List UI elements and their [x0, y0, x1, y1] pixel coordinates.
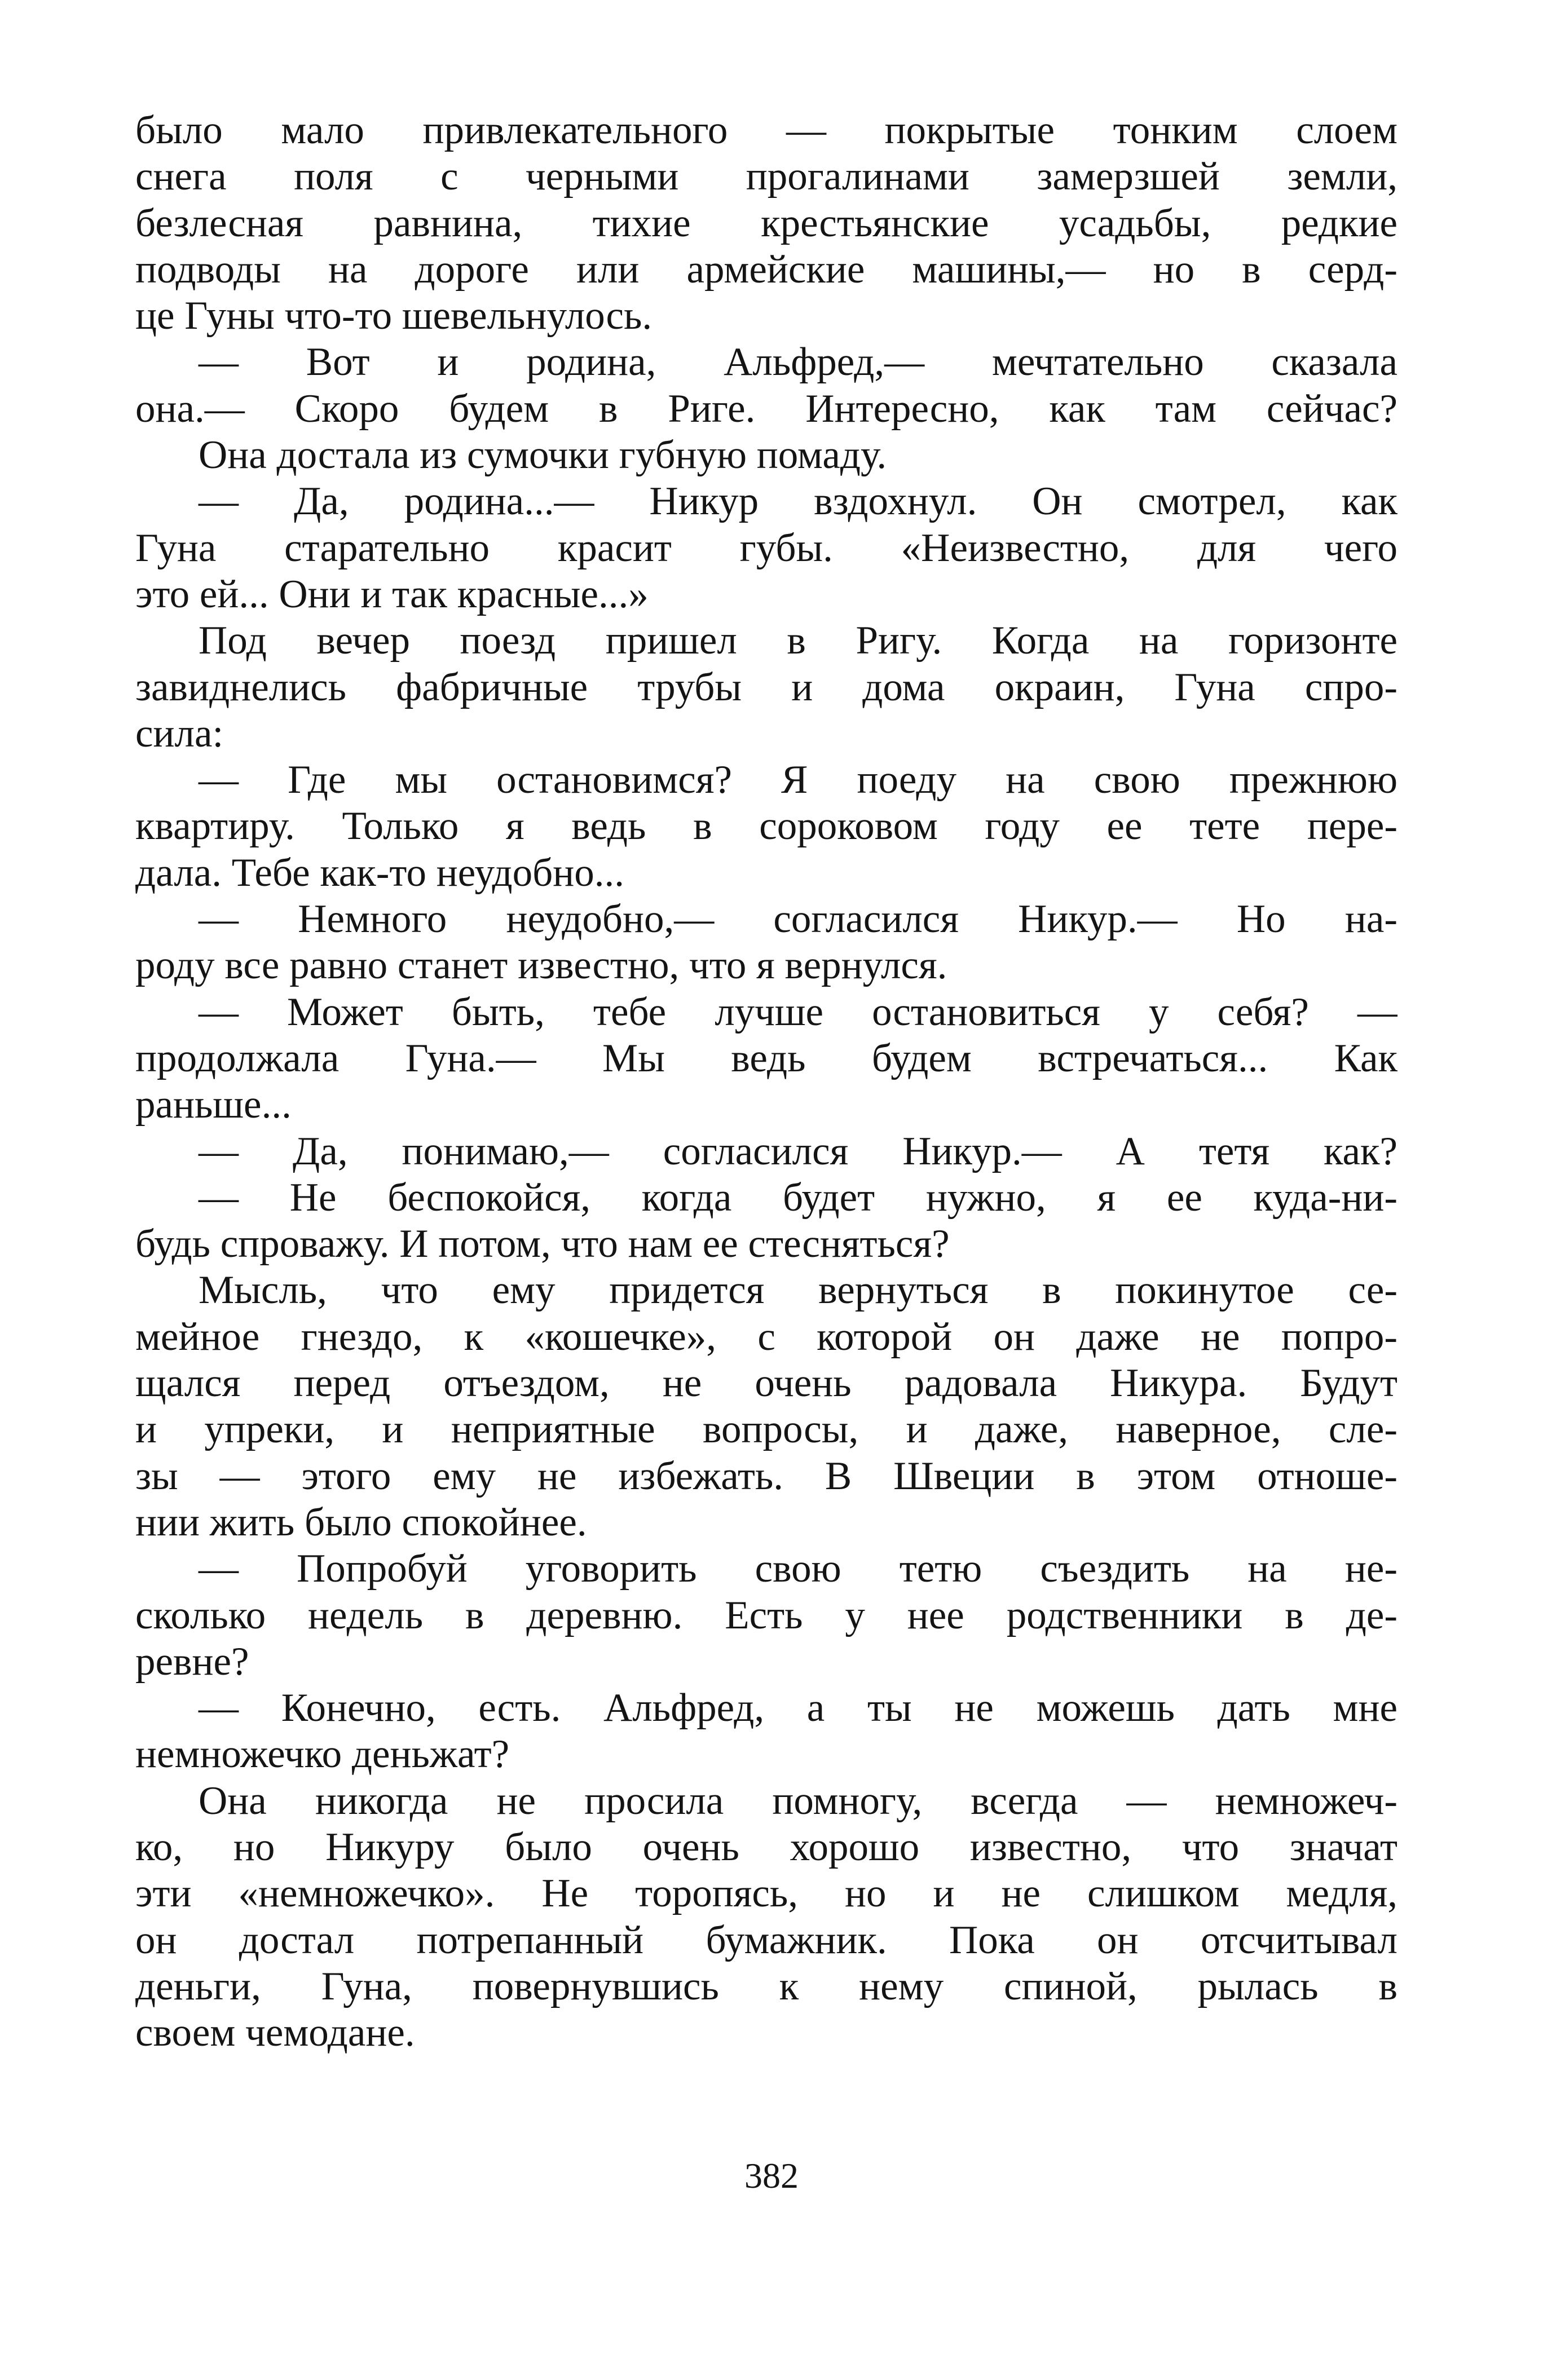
text-line: квартиру. Только я ведь в сороковом году ее тете пере-: [135, 804, 1397, 849]
text-line: эти «немножечко». Не торопясь, но и не слишком медля,: [135, 1871, 1397, 1916]
text-line: сила:: [135, 711, 224, 756]
page-number: 382: [744, 2156, 799, 2196]
text-line: это ей... Они и так красные...»: [135, 572, 649, 616]
text-line: подводы на дороге или армейские машины,— но в серд-: [135, 247, 1397, 292]
text-line: продолжала Гуна.— Мы ведь будем встречаться... Как: [135, 1036, 1397, 1080]
text-line: — Не беспокойся, когда будет нужно, я ее куда-ни-: [199, 1175, 1397, 1220]
page-text: [135, 107, 1397, 2056]
text-line: ко, но Никуру было очень хорошо известно, что значат: [135, 1825, 1397, 1869]
text-line: — Да, родина...— Никур вздохнул. Он смотрел, как: [199, 479, 1397, 524]
text-line: — Вот и родина, Альфред,— мечтательно сказала: [199, 340, 1397, 385]
text-line: Она достала из сумочки губную помаду.: [199, 433, 887, 478]
text-line: — Попробуй уговорить свою тетю съездить на не-: [199, 1547, 1397, 1591]
text-line: будь спроважу. И потом, что нам ее стесняться?: [135, 1222, 950, 1266]
text-line: — Конечно, есть. Альфред, а ты не можешь дать мне: [199, 1686, 1397, 1730]
text-line: она.— Скоро будем в Риге. Интересно, как там сейчас?: [135, 386, 1397, 431]
text-line: щался перед отъездом, не очень радовала Никура. Будут: [135, 1361, 1397, 1406]
text-line: ревне?: [135, 1639, 249, 1684]
text-line: мейное гнездо, к «кошечке», с которой он даже не попро-: [135, 1314, 1397, 1359]
text-line: Под вечер поезд пришел в Ригу. Когда на горизонте: [199, 619, 1397, 663]
text-line: раньше...: [135, 1083, 292, 1127]
text-line: дала. Тебе как-то неудобно...: [135, 850, 625, 895]
text-line: деньги, Гуна, повернувшись к нему спиной, рылась в: [135, 1964, 1397, 2008]
text-line: — Может быть, тебе лучше остановиться у себя? —: [199, 990, 1397, 1034]
text-line: безлесная равнина, тихие крестьянские усадьбы, редкие: [135, 201, 1397, 245]
text-line: сколько недель в деревню. Есть у нее родственники в де-: [135, 1593, 1397, 1637]
text-line: было мало привлекательного — покрытые тонким слоем: [135, 108, 1397, 152]
text-line: снега поля с черными прогалинами замерзшей земли,: [135, 154, 1397, 199]
text-line: — Где мы остановимся? Я поеду на свою прежнюю: [199, 758, 1397, 802]
text-line: роду все равно станет известно, что я вернулся.: [135, 943, 947, 988]
text-line: он достал потрепанный бумажник. Пока он отсчитывал: [135, 1918, 1397, 1962]
text-line: своем чемодане.: [135, 2011, 415, 2055]
text-line: Мысль, что ему придется вернуться в покинутое се-: [199, 1268, 1397, 1313]
text-line: Она никогда не просила помногу, всегда — немножеч-: [199, 1778, 1397, 1823]
text-line: це Гуны что-то шевельнулось.: [135, 294, 653, 338]
text-line: завиднелись фабричные трубы и дома окраин, Гуна спро-: [135, 665, 1397, 709]
text-line: Гуна старательно красит губы. «Неизвестно, для чего: [135, 526, 1397, 570]
text-line: и упреки, и неприятные вопросы, и даже, наверное, сле-: [135, 1407, 1397, 1452]
text-line: зы — этого ему не избежать. В Швеции в этом отноше-: [135, 1454, 1397, 1498]
text-line: немножечко деньжат?: [135, 1732, 510, 1777]
text-line: — Да, понимаю,— согласился Никур.— А тетя как?: [199, 1129, 1397, 1173]
text-line: нии жить было спокойнее.: [135, 1500, 587, 1544]
text-line: — Немного неудобно,— согласился Никур.— Но на-: [199, 897, 1397, 942]
